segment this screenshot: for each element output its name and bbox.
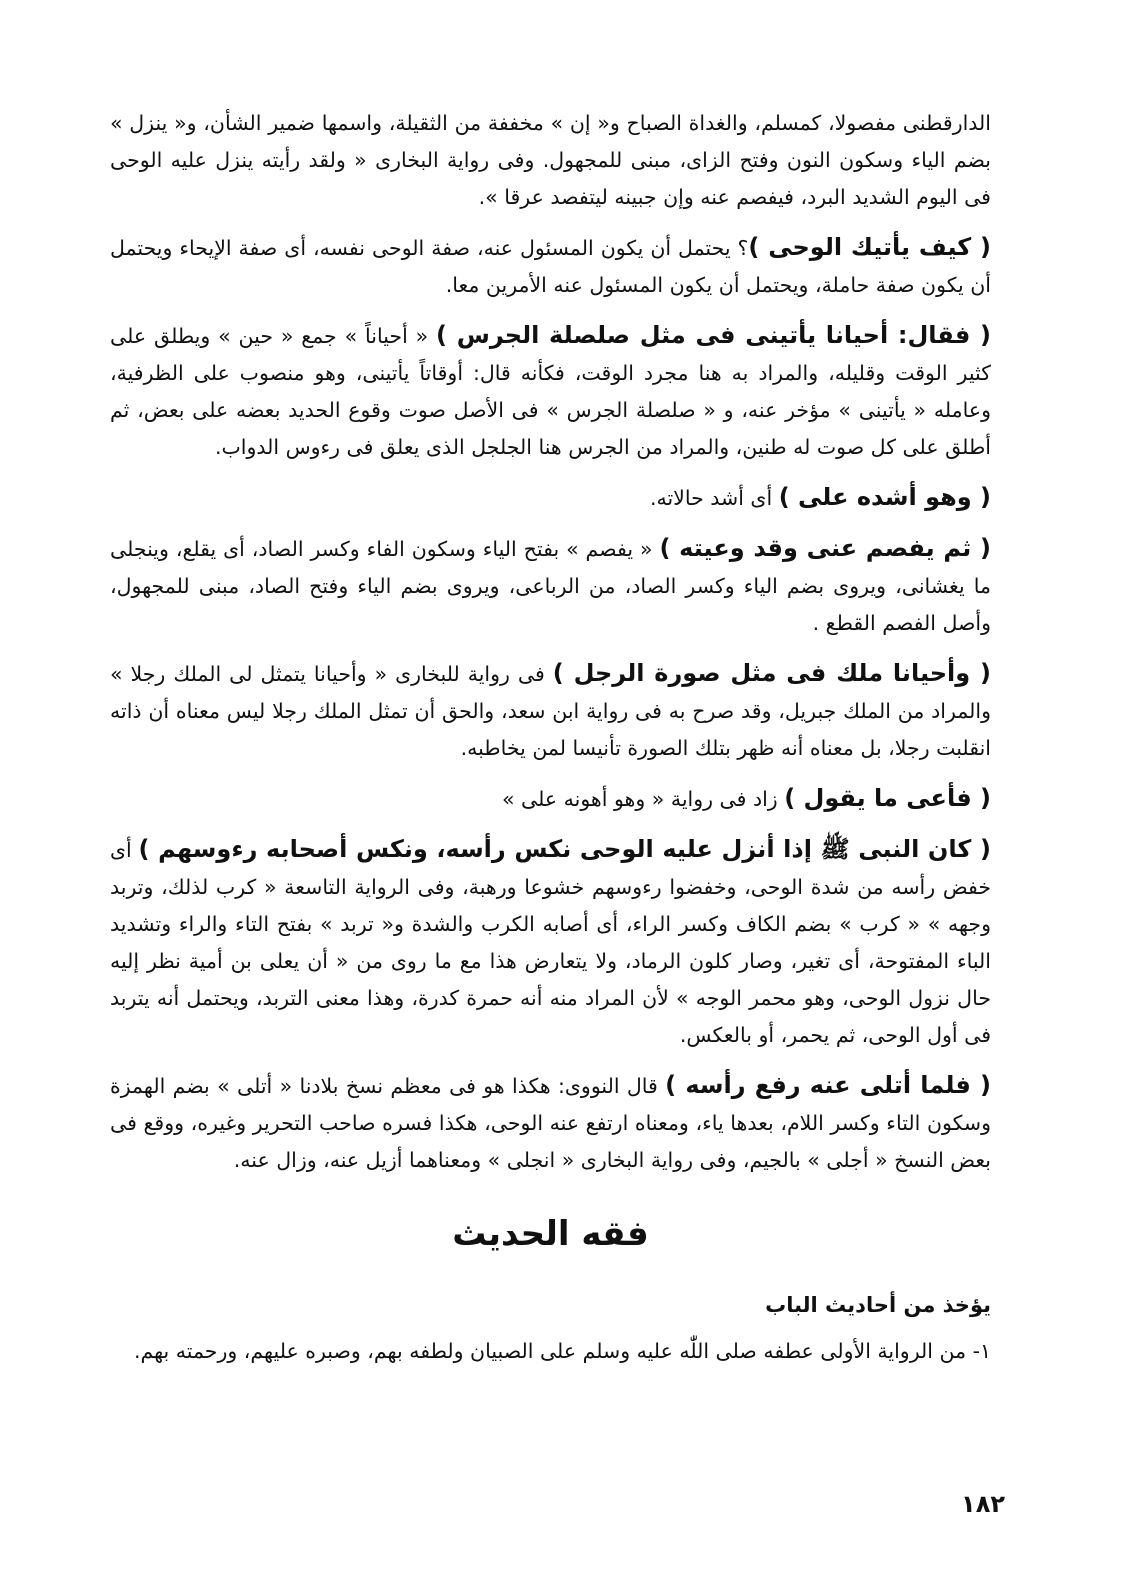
paragraph-4 (110, 479, 991, 517)
subheading: يؤخذ من أحاديث الباب (765, 1293, 991, 1317)
paragraph-text: زاد فى رواية « وهو أهونه على » (501, 787, 778, 811)
paragraph-7 (110, 780, 991, 818)
paragraph-text: الدارقطنى مفصولا، كمسلم، والغداة الصباح و« إن » مخففة من الثقيلة، واسمها ضمير الشأن، و« ينزل » بضم الياء وسكون النون وفتح الزاى، مبنى للمجهول. وفى رواية البخارى « ولقد رأيته ينزل عليه الوحى فى اليوم الشديد البرد، فيفصم عنه وإن جبينه ليتفصد عرقا ». (110, 111, 991, 209)
paragraph-text: « يفصم » بفتح الياء وسكون الفاء وكسر الصاد، أى يقلع، وينجلى ما يغشانى، ويروى بضم الياء وكسر الصاد، من الرباعى، ويروى بضم الياء وفتح الصاد، مبنى للمجهول، وأصل الفصم القطع . (110, 537, 991, 635)
paragraph-text: أى خفض رأسه من شدة الوحى، وخفضوا رءوسهم خشوعا ورهبة، وفى الرواية التاسعة « كرب لذلك، وتربد وجهه » « كرب » بضم الكاف وكسر الراء، أى أصابه الكرب والشدة و« تربد » بفتح التاء والراء وتشديد الباء المفتوحة، أى تغير، وصار كلون الرماد، ولا يتعارض هذا مع ما روى من « أن يعلى بن أمية نظر إليه حال نزول الوحى، وهو محمر الوجه » لأن المراد منه أنه حمرة كدرة، وهذا معنى التربد، ويحتمل أنه يتربد فى أول الوحى، ثم يحمر، أو بالعكس. (110, 838, 991, 1047)
lemma: ( وهو أشده على ) (778, 483, 991, 511)
lemma: ( كيف يأتيك الوحى ) (748, 233, 991, 261)
section-heading: فقه الحديث (452, 1214, 649, 1254)
lemma: ( فأعى ما يقول ) (784, 784, 991, 812)
paragraph-1 (110, 104, 991, 216)
paragraph-3 (110, 317, 991, 466)
lemma: ( فقال: أحيانا يأتينى فى مثل صلصلة الجرس ) (436, 321, 991, 349)
paragraph-6 (110, 655, 991, 767)
paragraph-5 (110, 530, 991, 642)
commentary-body (110, 104, 991, 1179)
paragraph-2 (110, 229, 991, 304)
lemma: ( كان النبى ﷺ إذا أنزل عليه الوحى نكس رأسه، ونكس أصحابه رءوسهم ) (138, 835, 991, 863)
paragraph-8 (110, 831, 991, 1054)
paragraph-text: أى أشد حالاته. (649, 486, 773, 510)
paragraph-text: قال النووى: هكذا هو فى معظم نسخ بلادنا « أتلى » بضم الهمزة وسكون التاء وكسر اللام، بعدها ياء، ومعناه ارتفع عنه الوحى، هكذا فسره صاحب التحرير وغيره، ووقع فى بعض النسخ « أجلى » بالجيم، وفى رواية البخارى « انجلى » ومعناهما أزيل عنه، وزال عنه. (110, 1074, 991, 1172)
paragraph-9 (110, 1067, 991, 1179)
page-number: ١٨٢ (961, 1490, 1005, 1518)
paragraph-text: فى رواية للبخارى « وأحيانا يتمثل لى الملك رجلا » والمراد من الملك جبريل، وقد صرح به فى رواية ابن سعد، والحق أن تمثل الملك رجلا ليس معناه أن ذاته انقلبت رجلا، بل معناه أنه ظهر بتلك الصورة تأنيسا لمن يخاطبه. (110, 662, 991, 760)
lemma: ( ثم يفصم عنى وقد وعيته ) (659, 534, 991, 562)
paragraph-text: « أحياناً » جمع « حين » ويطلق على كثير الوقت وقليله، والمراد به هنا مجرد الوقت، فكأنه قال: أوقاتاً يأتينى، وهو منصوب على الظرفية، وعامله « يأتينى » مؤخر عنه، و « صلصلة الجرس » فى الأصل صوت وقوع الحديد بعضه على بعض، ثم أطلق على كل صوت له طنين، والمراد من الجرس هنا الجلجل الذى يعلق فى رءوس الدواب. (110, 324, 991, 459)
lemma: ( وأحيانا ملك فى مثل صورة الرجل ) (552, 659, 991, 687)
list-item: ١- من الرواية الأولى عطفه صلى اللّٰه عليه وسلم على الصبيان ولطفه بهم، وصبره عليهم، ورحمته بهم. (133, 1339, 991, 1363)
paragraph-text: ؟ يحتمل أن يكون المسئول عنه، صفة الوحى نفسه، أى صفة الإيحاء ويحتمل أن يكون صفة حاملة، ويحتمل أن يكون المسئول عنه الأمرين معا. (110, 236, 991, 297)
lemma: ( فلما أتلى عنه رفع رأسه ) (665, 1071, 991, 1099)
